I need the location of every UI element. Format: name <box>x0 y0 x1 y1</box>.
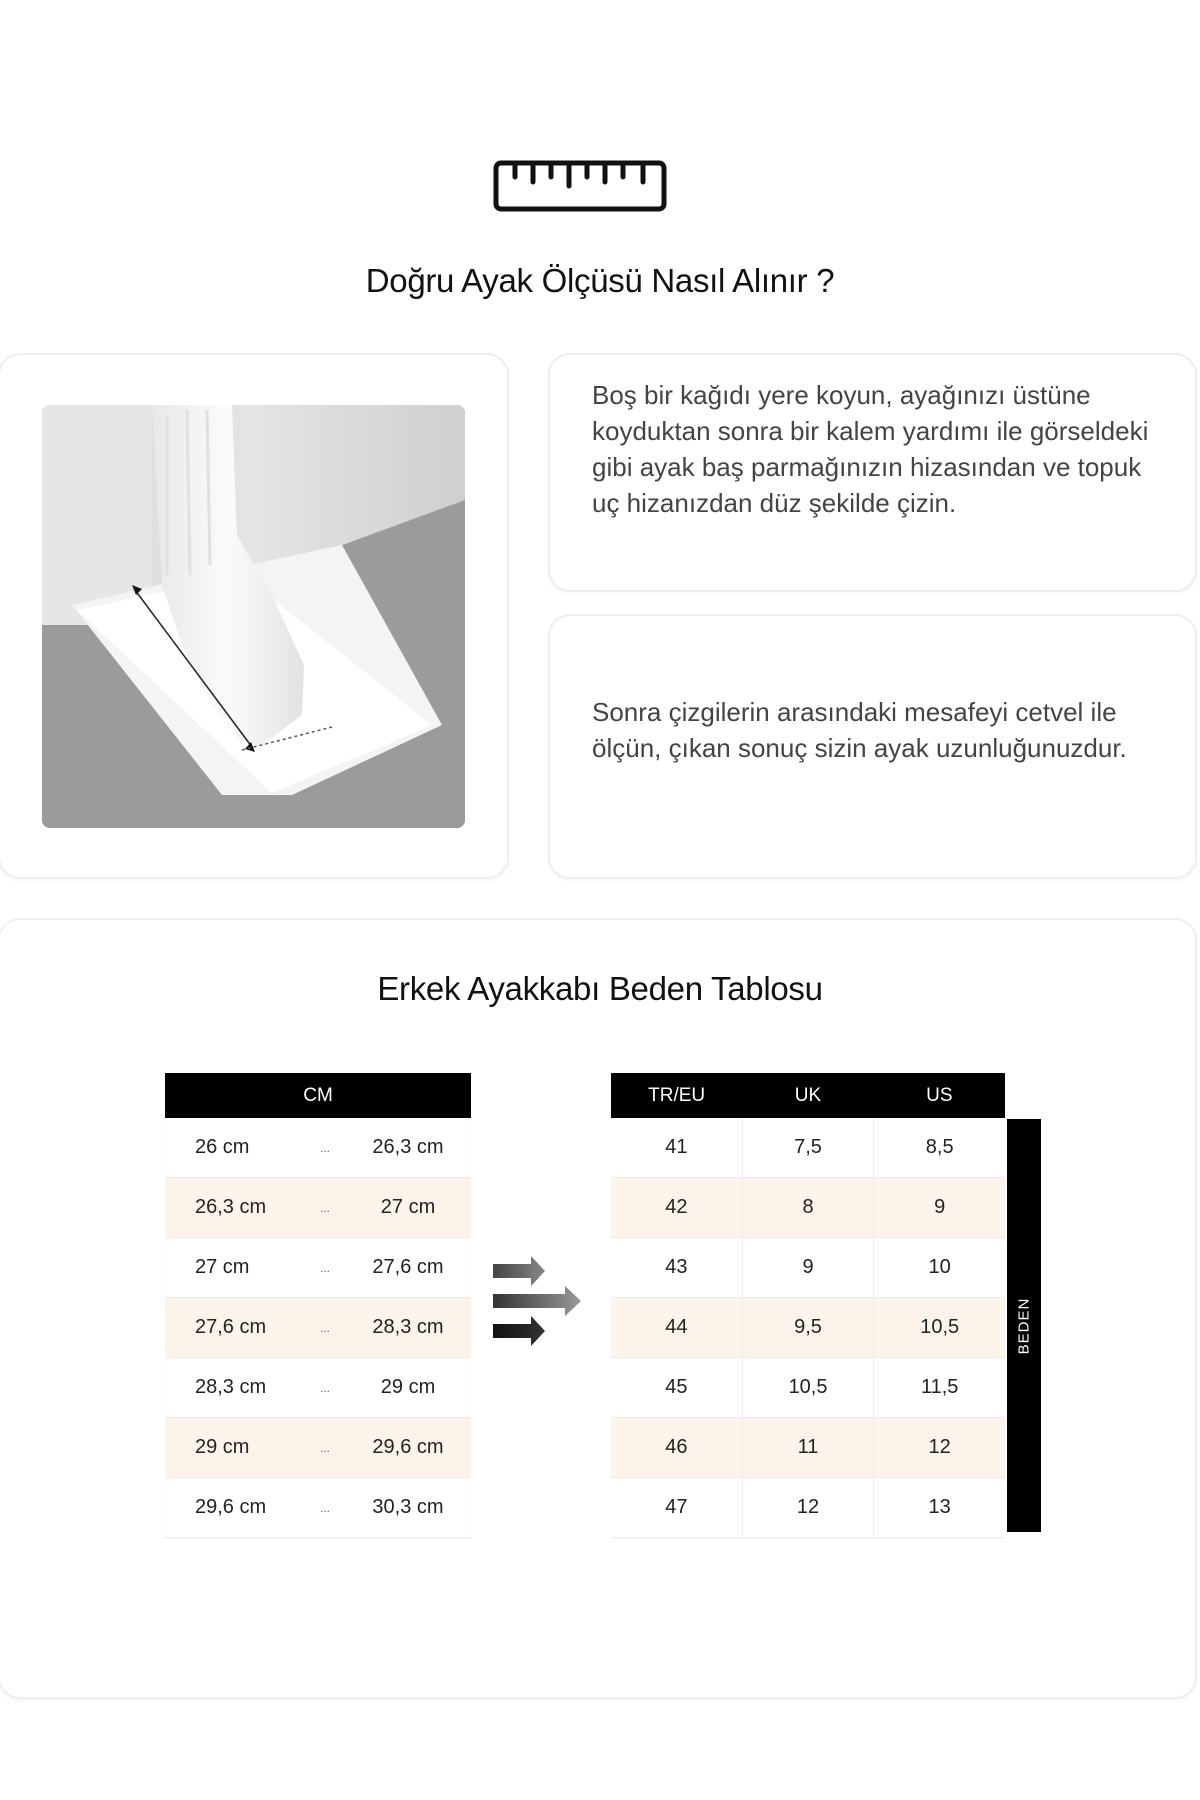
beden-side-label <box>1007 1119 1041 1532</box>
size-chart-card <box>0 918 1197 1699</box>
cm-from: 26,3 cm <box>195 1196 267 1218</box>
cell-uk: 8 <box>743 1178 875 1237</box>
size-conversion-table <box>611 1073 1005 1538</box>
arrow-right-icon <box>493 1252 593 1352</box>
table-row <box>165 1238 471 1298</box>
cm-to: 29,6 cm <box>372 1436 444 1458</box>
cm-table <box>165 1073 471 1538</box>
cm-separator: ... <box>319 1440 330 1455</box>
cm-separator: ... <box>319 1380 330 1395</box>
cell-tr-eu: 47 <box>611 1478 743 1537</box>
cell-tr-eu: 42 <box>611 1178 743 1237</box>
column-header-us: US <box>926 1084 953 1106</box>
cm-to: 30,3 cm <box>372 1496 444 1518</box>
size-table-header <box>611 1073 1005 1118</box>
instruction-step-1-text: Boş bir kağıdı yere koyun, ayağınızı üstüne koyduktan sonra bir kalem yardımı ile görseldeki gibi ayak baş parmağınızın hizasından ve topuk uç hizanızdan düz şekilde çizin. <box>592 380 1149 518</box>
table-row <box>165 1178 471 1238</box>
table-row <box>611 1478 1005 1538</box>
cm-from: 29 cm <box>195 1436 250 1458</box>
table-row <box>611 1118 1005 1178</box>
cell-us: 9 <box>934 1196 946 1218</box>
cell-us: 10 <box>928 1256 951 1278</box>
instruction-step-1-card <box>548 353 1197 592</box>
table-row <box>611 1358 1005 1418</box>
cm-from: 27,6 cm <box>195 1316 267 1338</box>
table-row <box>611 1298 1005 1358</box>
cm-from: 26 cm <box>195 1136 250 1158</box>
cell-uk: 7,5 <box>743 1118 875 1177</box>
cell-us: 8,5 <box>925 1136 954 1158</box>
cm-separator: ... <box>319 1320 330 1335</box>
instruction-step-2-card <box>548 614 1197 879</box>
cm-separator: ... <box>319 1260 330 1275</box>
page-title: Doğru Ayak Ölçüsü Nasıl Alınır ? <box>365 262 835 299</box>
cm-to: 26,3 cm <box>372 1136 444 1158</box>
cm-table-header <box>165 1073 471 1118</box>
cm-from: 29,6 cm <box>195 1496 267 1518</box>
column-header-tr-eu: TR/EU <box>648 1084 706 1106</box>
cm-from: 28,3 cm <box>195 1376 267 1398</box>
cell-tr-eu: 41 <box>611 1118 743 1177</box>
cm-to: 27,6 cm <box>372 1256 444 1278</box>
cm-to: 28,3 cm <box>372 1316 444 1338</box>
table-row <box>611 1238 1005 1298</box>
table-row <box>611 1178 1005 1238</box>
size-chart-title: Erkek Ayakkabı Beden Tablosu <box>377 970 823 1007</box>
cm-to: 27 cm <box>380 1196 436 1218</box>
cell-tr-eu: 44 <box>611 1298 743 1357</box>
cm-to: 29 cm <box>380 1376 436 1398</box>
cell-uk: 10,5 <box>743 1358 875 1417</box>
column-header-uk: UK <box>794 1084 822 1106</box>
cm-separator: ... <box>319 1500 330 1515</box>
cell-tr-eu: 43 <box>611 1238 743 1297</box>
cm-separator: ... <box>319 1140 330 1155</box>
cell-uk: 12 <box>743 1478 875 1537</box>
beden-label-text: BEDEN <box>1015 1297 1033 1354</box>
instruction-step-2-text: Sonra çizgilerin arasındaki mesafeyi cetvel ile ölçün, çıkan sonuç sizin ayak uzunluğunuzdur. <box>592 697 1127 763</box>
column-header-cm: CM <box>303 1084 333 1106</box>
table-row <box>165 1418 471 1478</box>
cell-tr-eu: 45 <box>611 1358 743 1417</box>
cm-from: 27 cm <box>195 1256 250 1278</box>
foot-measurement-photo <box>42 405 465 828</box>
instruction-image-card <box>0 353 509 879</box>
cell-uk: 9,5 <box>743 1298 875 1357</box>
cell-us: 11,5 <box>920 1376 959 1398</box>
cm-separator: ... <box>319 1200 330 1215</box>
cell-uk: 11 <box>743 1418 875 1477</box>
table-row <box>611 1418 1005 1478</box>
table-row <box>165 1298 471 1358</box>
table-row <box>165 1478 471 1538</box>
table-row <box>165 1118 471 1178</box>
ruler-icon <box>493 160 667 212</box>
cell-us: 13 <box>928 1496 951 1518</box>
cell-us: 12 <box>928 1436 951 1458</box>
table-row <box>165 1358 471 1418</box>
cell-us: 10,5 <box>920 1316 960 1338</box>
cell-tr-eu: 46 <box>611 1418 743 1477</box>
cell-uk: 9 <box>743 1238 875 1297</box>
